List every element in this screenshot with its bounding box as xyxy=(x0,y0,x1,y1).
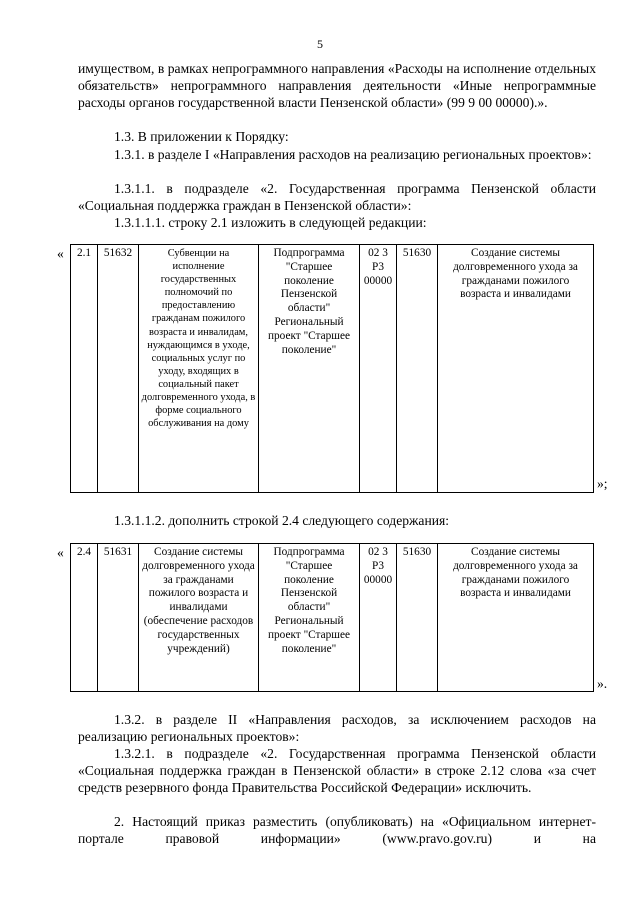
row-target-code: 51630 xyxy=(397,245,438,493)
paragraph-2: 2. Настоящий приказ разместить (опубликовать) на «Официальном интернет-портале правовой информации» (www.pravo.gov.ru) и на xyxy=(78,814,596,846)
row-kbk: 02 3 Р3 00000 xyxy=(360,245,397,493)
table-row xyxy=(71,245,594,493)
paragraph-1-3-2: 1.3.2. в разделе II «Направления расходов, за исключением расходов на реализацию региональных проектов»: xyxy=(78,712,596,744)
paragraph-1-3-1-1-1: 1.3.1.1.1. строку 2.1 изложить в следующей редакции: xyxy=(114,215,427,230)
paragraph-1-3-2-1: 1.3.2.1. в подразделе «2. Государственная программа Пензенской области «Социальная поддержка граждан в Пензенской области» в строке 2.12 слова «за счет средств резервного фонда Правительства Российской Федерации» исключить. xyxy=(78,746,596,795)
table-row-2-4 xyxy=(70,543,594,692)
row-program: Подпрограмма "Старшее поколение Пензенской области" Региональный проект "Старшее поколение" xyxy=(259,245,360,493)
paragraph-1-3-1-1: 1.3.1.1. в подразделе «2. Государственная программа Пензенской области «Социальная поддержка граждан в Пензенской области»: xyxy=(78,181,596,213)
row-number: 2.1 xyxy=(71,245,98,493)
table2-open-quote: « xyxy=(57,545,64,560)
table1-close-mark: »; xyxy=(597,476,608,491)
intro-paragraph: имуществом, в рамках непрограммного направления «Расходы на исполнение отдельных обязательств» непрограммного направления деятельности «Иные непрограммные расходы органов государственной власти Пензенской области» (99 9 00 00000).». xyxy=(78,61,596,110)
row-code: 51631 xyxy=(98,544,139,692)
row-name: Создание системы долговременного ухода за гражданами пожилого возраста и инвалидами (обеспечение расходов государственных учреждений) xyxy=(139,544,259,692)
row-direction: Создание системы долговременного ухода за гражданами пожилого возраста и инвалидами xyxy=(438,544,594,692)
row-program: Подпрограмма "Старшее поколение Пензенской области" Региональный проект "Старшее поколение" xyxy=(259,544,360,692)
row-kbk: 02 3 Р3 00000 xyxy=(360,544,397,692)
row-name: Субвенции на исполнение государственных полномочий по предоставлению гражданам пожилого возраста и инвалидам, нуждающимся в уходе, социальных услуг по уходу, входящих в социальный пакет долговременного ухода, в форме социального обслуживания на дому xyxy=(139,245,259,493)
paragraph-1-3-1-1-2: 1.3.1.1.2. дополнить строкой 2.4 следующего содержания: xyxy=(114,513,450,528)
paragraph-1-3-1: 1.3.1. в разделе I «Направления расходов на реализацию региональных проектов»: xyxy=(114,147,592,162)
table-row xyxy=(71,544,594,692)
paragraph-1-3: 1.3. В приложении к Порядку: xyxy=(114,129,289,144)
row-direction: Создание системы долговременного ухода за гражданами пожилого возраста и инвалидами xyxy=(438,245,594,493)
row-number: 2.4 xyxy=(71,544,98,692)
table2-close-mark: ». xyxy=(597,676,608,691)
table-row-2-1 xyxy=(70,244,594,493)
page-number: 5 xyxy=(317,37,323,51)
row-target-code: 51630 xyxy=(397,544,438,692)
row-code: 51632 xyxy=(98,245,139,493)
table1-open-quote: « xyxy=(57,246,64,261)
